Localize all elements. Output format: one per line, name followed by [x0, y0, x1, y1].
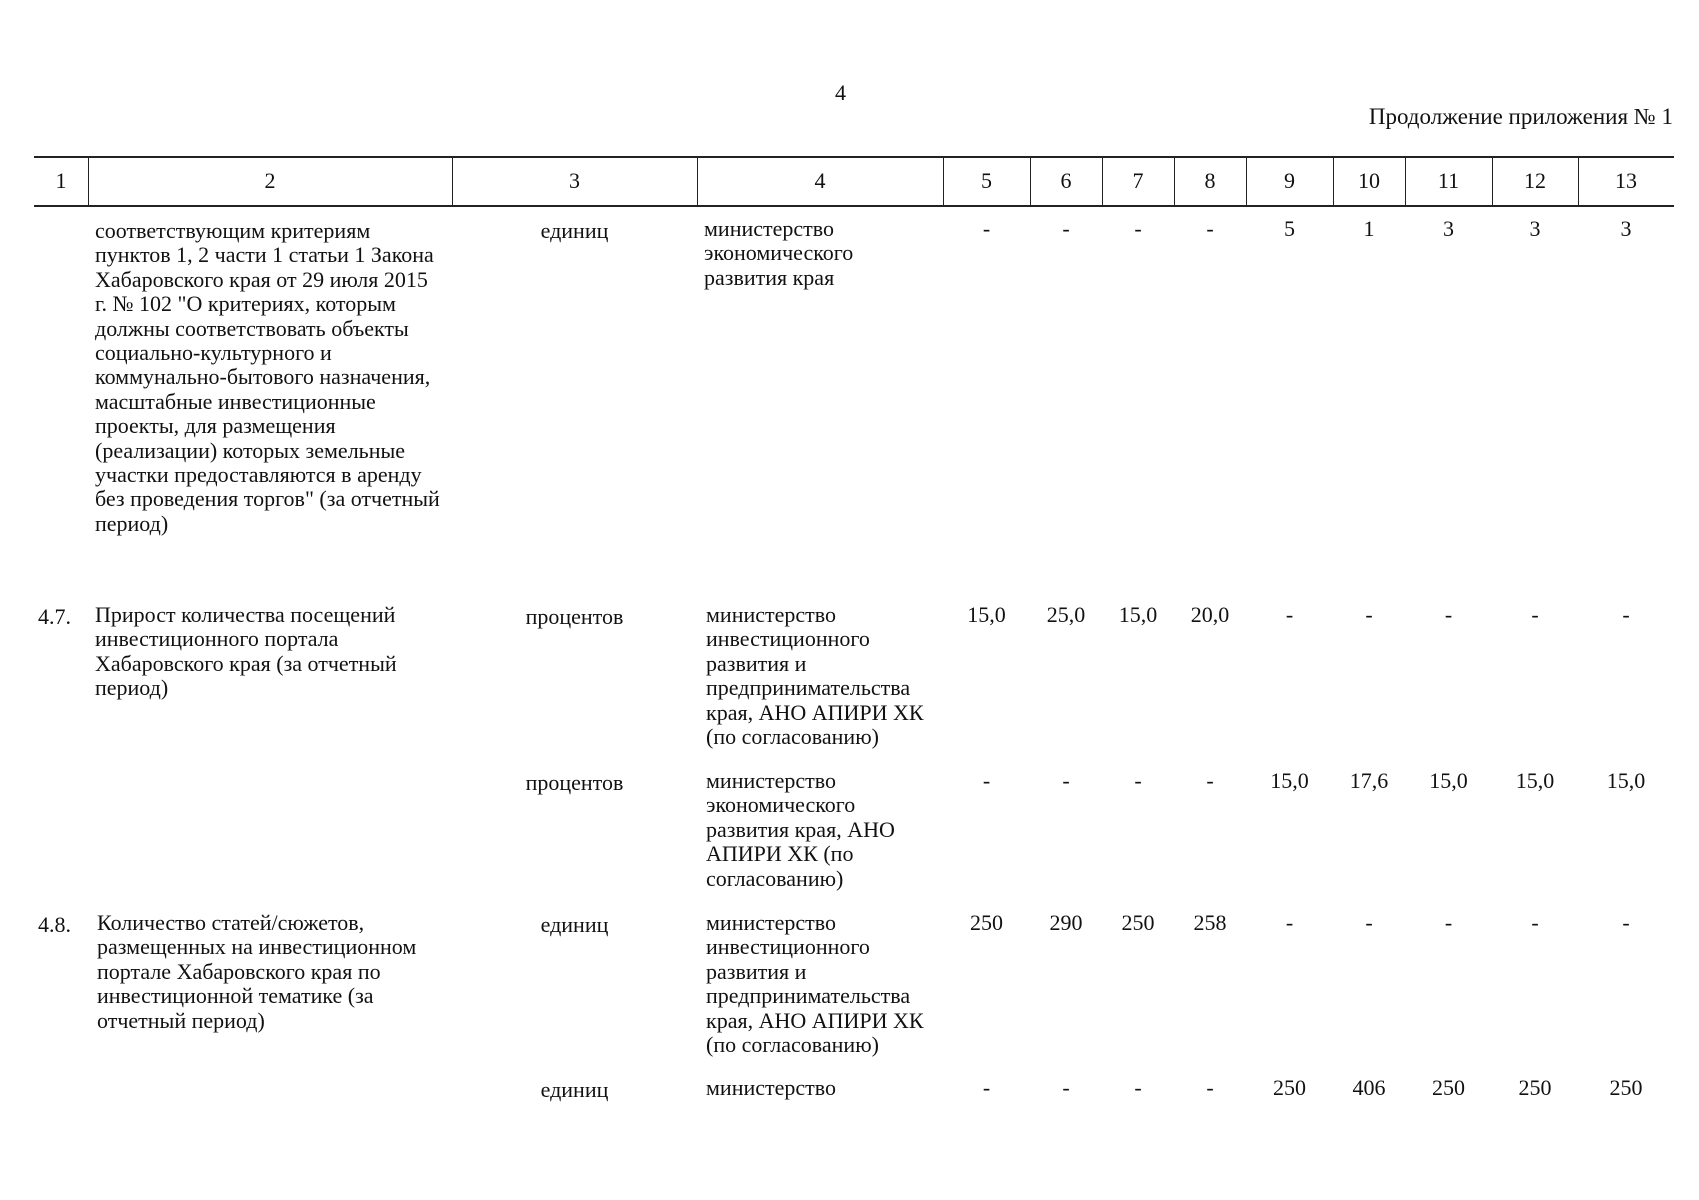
value-col-8: 258: [1193, 910, 1227, 935]
value-col-7: -: [1134, 1075, 1142, 1100]
indicator-name: Прирост количества посещений инвестиционного портала Хабаровского края (за отчетный период): [95, 602, 397, 701]
header-col-2: 2: [264, 168, 276, 193]
header-col-7: 7: [1132, 168, 1144, 193]
header-top-rule: [34, 156, 1674, 158]
responsible-body: министерство: [706, 1075, 837, 1100]
header-col-6: 6: [1060, 168, 1072, 193]
header-col-9: 9: [1284, 168, 1295, 193]
responsible-body: министерство инвестиционного развития и предпринимательства края, АНО АПИРИ ХК (по согласованию): [706, 602, 924, 750]
indicator-name: соответствующим критериям пунктов 1, 2 части 1 статьи 1 Закона Хабаровского края от 29 июля 2015 г. № 102 "О критериях, которым должны соответствовать объекты социально-культурного и коммунально-бытового назначения, масштабные инвестиционные проекты, для размещения (реализации) которых земельные участки предоставляются в аренду без проведения торгов" (за отчетный период): [95, 218, 440, 536]
value-col-10: -: [1365, 602, 1373, 627]
value-col-5: 250: [970, 910, 1003, 935]
value-col-12: 3: [1529, 216, 1541, 241]
value-col-11: 250: [1432, 1075, 1465, 1100]
header-col-8: 8: [1204, 168, 1216, 193]
responsible-body: министерство экономического развития края: [704, 216, 854, 290]
header-col-13: 13: [1615, 168, 1637, 193]
unit-of-measure: единиц: [540, 218, 609, 243]
value-col-6: 25,0: [1046, 602, 1086, 627]
continuation-label: Продолжение приложения № 1: [1368, 104, 1673, 129]
value-col-7: -: [1134, 768, 1142, 793]
unit-of-measure: процентов: [525, 770, 624, 795]
header-col-10: 10: [1358, 168, 1380, 193]
value-col-13: 3: [1620, 216, 1632, 241]
unit-of-measure: единиц: [540, 1077, 609, 1102]
header-col-3: 3: [569, 168, 580, 193]
value-col-6: -: [1062, 216, 1070, 241]
value-col-7: -: [1134, 216, 1142, 241]
row-number: 4.7.: [38, 604, 71, 629]
value-col-12: 250: [1518, 1075, 1552, 1100]
value-col-9: -: [1285, 602, 1294, 627]
value-col-9: 250: [1273, 1075, 1306, 1100]
value-col-5: -: [982, 768, 991, 793]
value-col-6: 290: [1049, 910, 1083, 935]
value-col-12: -: [1531, 602, 1539, 627]
value-col-6: -: [1062, 1075, 1070, 1100]
value-col-7: 250: [1121, 910, 1155, 935]
header-col-1: 1: [55, 168, 67, 193]
value-col-10: 1: [1363, 216, 1375, 241]
value-col-5: -: [982, 216, 991, 241]
value-col-10: 406: [1352, 1075, 1386, 1100]
value-col-6: -: [1062, 768, 1070, 793]
value-col-9: -: [1285, 910, 1294, 935]
value-col-13: 15,0: [1606, 768, 1646, 793]
page-number: 4: [835, 80, 846, 105]
header-col-5: 5: [981, 168, 992, 193]
value-col-8: -: [1206, 1075, 1214, 1100]
header-col-11: 11: [1437, 168, 1460, 193]
responsible-body: министерство инвестиционного развития и предпринимательства края, АНО АПИРИ ХК (по согласованию): [706, 910, 924, 1058]
value-col-7: 15,0: [1118, 602, 1158, 627]
value-col-11: 15,0: [1429, 768, 1468, 793]
value-col-12: 15,0: [1515, 768, 1555, 793]
value-col-10: 17,6: [1349, 768, 1389, 793]
value-col-8: 20,0: [1190, 602, 1230, 627]
indicator-name: Количество статей/сюжетов, размещенных на инвестиционном портале Хабаровского края по инвестиционной тематике (за отчетный период): [97, 910, 417, 1033]
value-col-5: -: [982, 1075, 991, 1100]
header-bottom-rule: [34, 205, 1674, 207]
unit-of-measure: процентов: [525, 604, 624, 629]
value-col-12: -: [1531, 910, 1539, 935]
header-col-4: 4: [814, 168, 826, 193]
row-number: 4.8.: [38, 912, 71, 937]
value-col-11: -: [1444, 910, 1453, 935]
value-col-9: 15,0: [1270, 768, 1309, 793]
unit-of-measure: единиц: [540, 912, 609, 937]
value-col-11: 3: [1443, 216, 1454, 241]
responsible-body: министерство экономического развития края, АНО АПИРИ ХК (по согласованию): [706, 768, 895, 891]
value-col-9: 5: [1284, 216, 1295, 241]
value-col-11: -: [1444, 602, 1453, 627]
value-col-8: -: [1206, 768, 1214, 793]
value-col-13: -: [1622, 910, 1630, 935]
value-col-5: 15,0: [967, 602, 1006, 627]
value-col-13: 250: [1609, 1075, 1643, 1100]
value-col-8: -: [1206, 216, 1214, 241]
value-col-10: -: [1365, 910, 1373, 935]
header-col-12: 12: [1524, 168, 1546, 193]
value-col-13: -: [1622, 602, 1630, 627]
